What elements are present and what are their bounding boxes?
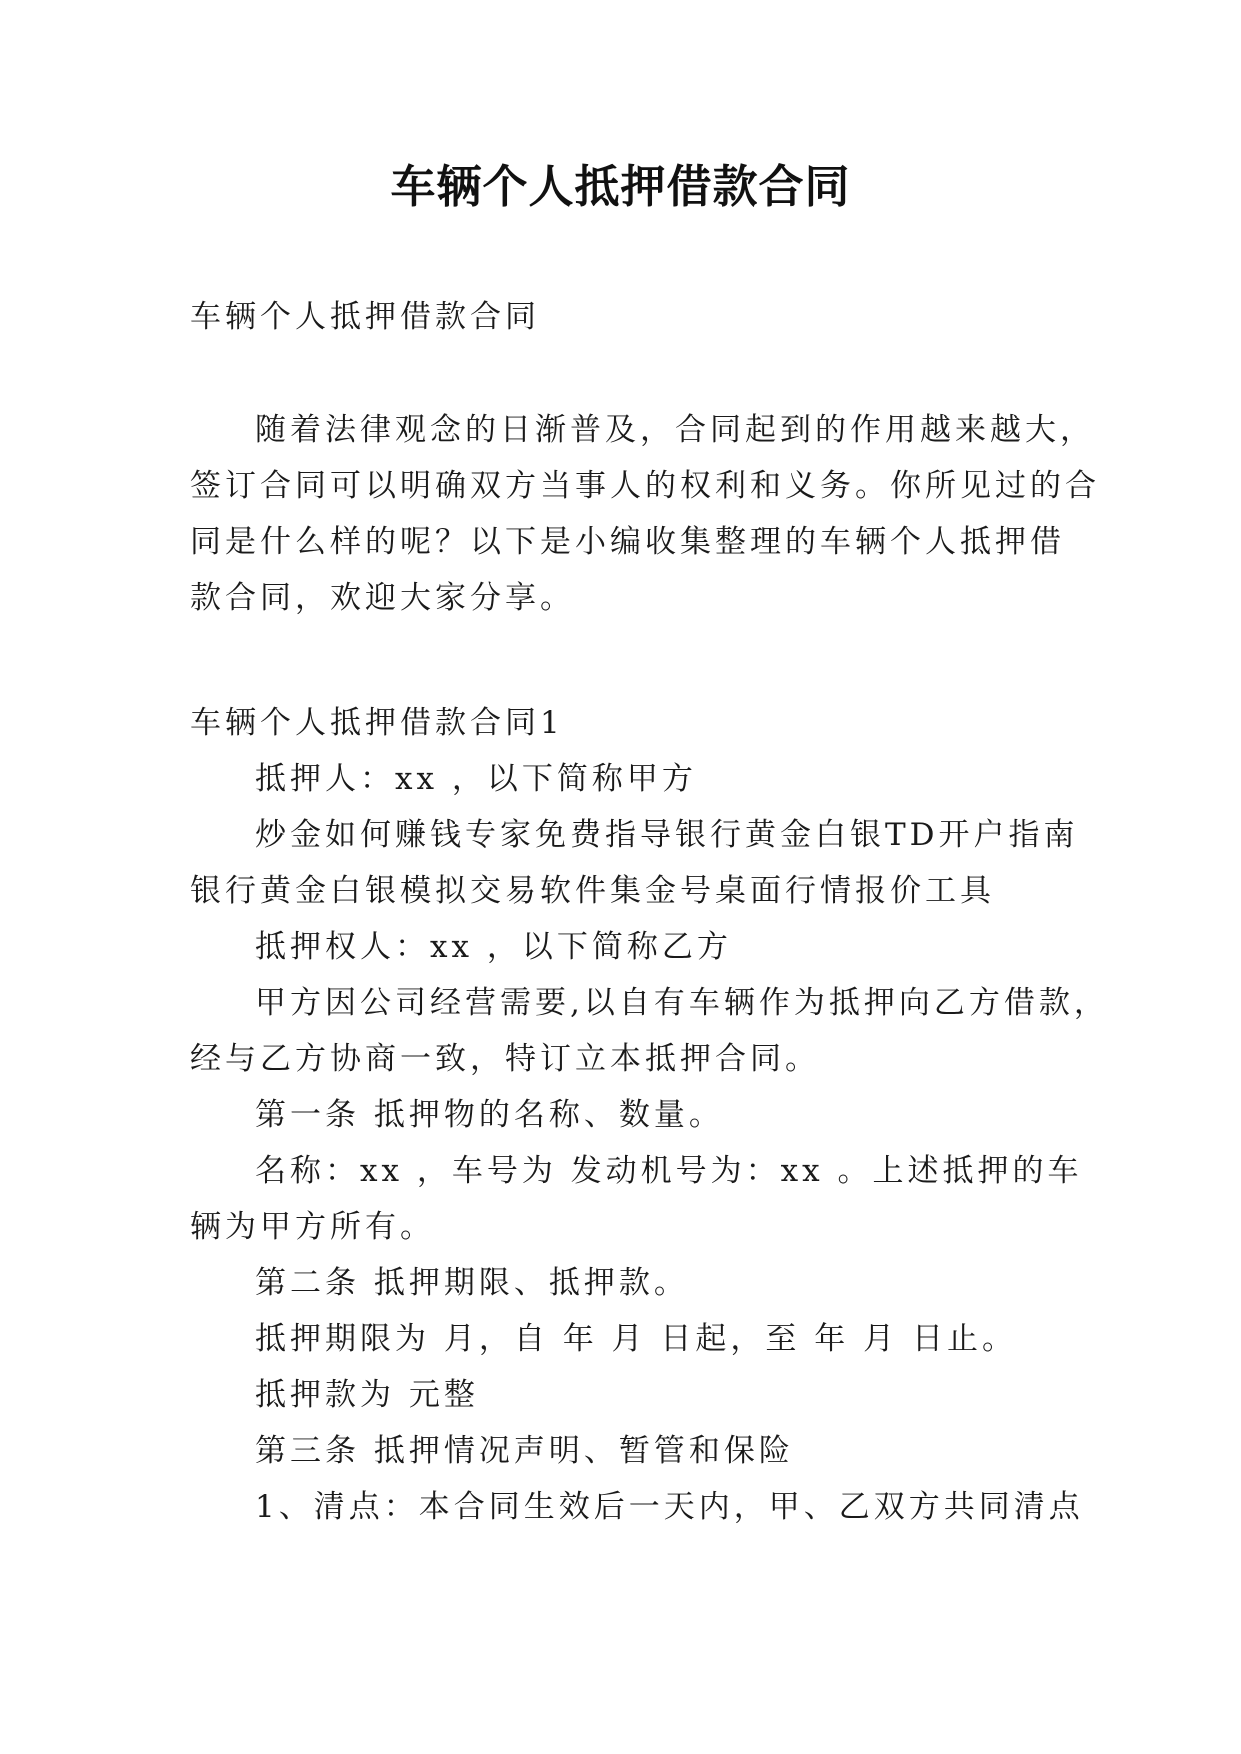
body-line-8: 名称：xx ，车号为 发动机号为：xx 。上述抵押的车 bbox=[255, 1153, 1083, 1189]
body-line-10: 第二条 抵押期限、抵押款。 bbox=[255, 1265, 689, 1301]
section-heading: 车辆个人抵押借款合同1 bbox=[190, 705, 564, 741]
body-line-3: 银行黄金白银模拟交易软件集金号桌面行情报价工具 bbox=[190, 873, 995, 909]
intro-line-1: 随着法律观念的日渐普及，合同起到的作用越来越大， bbox=[255, 412, 1095, 448]
body-line-6: 经与乙方协商一致，特订立本抵押合同。 bbox=[190, 1041, 820, 1077]
intro-line-4: 款合同，欢迎大家分享。 bbox=[190, 580, 575, 616]
body-line-7: 第一条 抵押物的名称、数量。 bbox=[255, 1097, 724, 1133]
body-line-9: 辆为甲方所有。 bbox=[190, 1209, 435, 1245]
body-line-11: 抵押期限为 月，自 年 月 日起，至 年 月 日止。 bbox=[255, 1321, 1017, 1357]
intro-line-2: 签订合同可以明确双方当事人的权利和义务。你所见过的合 bbox=[190, 468, 1100, 504]
document-subtitle: 车辆个人抵押借款合同 bbox=[190, 299, 540, 335]
document-title: 车辆个人抵押借款合同 bbox=[390, 160, 851, 213]
intro-line-3: 同是什么样的呢？以下是小编收集整理的车辆个人抵押借 bbox=[190, 524, 1065, 560]
body-line-2: 炒金如何赚钱专家免费指导银行黄金白银TD开户指南 bbox=[255, 817, 1079, 853]
body-line-5: 甲方因公司经营需要,以自有车辆作为抵押向乙方借款， bbox=[255, 985, 1109, 1021]
body-line-1: 抵押人：xx ，以下简称甲方 bbox=[255, 761, 697, 797]
body-line-12: 抵押款为 元整 bbox=[255, 1377, 479, 1413]
body-line-14: 1、清点：本合同生效后一天内，甲、乙双方共同清点 bbox=[255, 1489, 1084, 1525]
body-line-13: 第三条 抵押情况声明、暂管和保险 bbox=[255, 1433, 794, 1469]
body-line-4: 抵押权人：xx ，以下简称乙方 bbox=[255, 929, 732, 965]
